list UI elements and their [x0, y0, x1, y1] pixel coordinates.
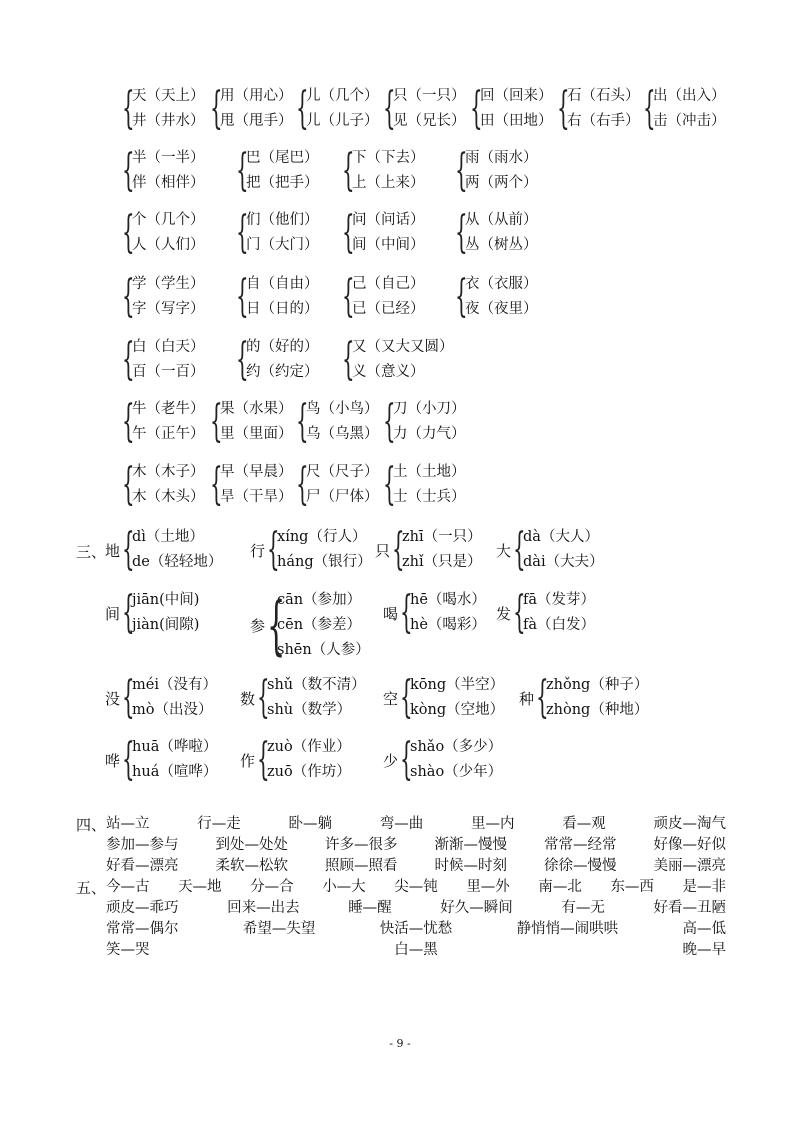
brace-symbol: { [400, 672, 413, 723]
char-pair-line-1: 击（冲击） [653, 113, 726, 129]
char-pair-lines [246, 335, 319, 385]
brace-symbol: { [557, 83, 570, 134]
polyphone-group [250, 525, 372, 575]
brace-symbol: { [296, 83, 309, 134]
polyphone-line-0: dì（土地） [132, 529, 204, 545]
char-pair-line-1: 力（力气） [393, 426, 466, 442]
char-pair-lines [246, 208, 319, 258]
brace-symbol: { [122, 672, 135, 723]
polyphone-lines [132, 588, 199, 638]
char-pair-line-1: 儿（儿子） [306, 113, 379, 129]
char-pair-lines [393, 460, 466, 510]
polyphone-lines [132, 525, 222, 575]
char-pair-line-1: 田（田地） [480, 113, 553, 129]
word-pair: 顽皮—乖巧 [106, 900, 179, 916]
word-pair: 东—西 [610, 879, 654, 895]
char-pair-lines [352, 335, 454, 385]
brace-symbol: { [455, 271, 468, 322]
char-pair-lines [393, 397, 466, 447]
polyphone-head-char: 数 [240, 689, 256, 708]
word-pair: 参加—参与 [106, 837, 179, 853]
word-pair: 希望—失望 [242, 921, 316, 937]
char-pair-lines [132, 84, 205, 134]
char-pair-lines [220, 84, 293, 134]
polyphone-head-char: 作 [240, 751, 256, 770]
char-pair-line-0: 牛（老牛） [132, 401, 205, 417]
char-pair-line-0: 石（石头） [567, 88, 640, 104]
char-pair-group [210, 460, 293, 510]
polyphone-line-0: shǔ（数不清） [267, 677, 366, 693]
char-pair-line-0: 己（自己） [352, 276, 425, 292]
word-pair: 行—走 [197, 816, 241, 832]
char-pair-lines [306, 397, 379, 447]
word-pair: 好看—丑陋 [653, 900, 726, 916]
antonym-row [106, 919, 726, 939]
word-pair: 柔软—松软 [215, 858, 288, 874]
word-pair: 南—北 [538, 879, 582, 895]
polyphone-line-0: jiān(中间) [132, 592, 200, 608]
char-pair-line-0: 只（一只） [393, 88, 466, 104]
brace-symbol: { [643, 83, 656, 134]
polyphone-line-1: huá（喧哗） [132, 764, 218, 780]
polyphone-line-1: shù（数学） [267, 702, 352, 718]
brace-symbol: { [122, 207, 135, 258]
char-pair-line-1: 尸（尸体） [306, 489, 379, 505]
polyphone-head-char: 参 [250, 617, 266, 635]
brace-symbol: { [122, 334, 135, 385]
polyphone-group [383, 673, 504, 723]
char-pair-group [122, 335, 205, 385]
char-pair-line-0: 衣（衣服） [465, 276, 538, 292]
polyphone-lines [410, 588, 486, 638]
polyphone-lines [546, 673, 648, 723]
polyphone-line-0: méi（没有） [132, 677, 217, 693]
antonym-row [106, 898, 726, 918]
word-pair: 好看—漂亮 [106, 858, 179, 874]
char-pair-group [122, 397, 205, 447]
char-pair-line-1: 把（把手） [246, 175, 319, 191]
page-number: - 9 - [389, 1037, 411, 1050]
polyphone-line-1: mò（出没） [132, 702, 213, 718]
word-pair: 美丽—漂亮 [653, 858, 726, 874]
brace-symbol: { [383, 459, 396, 510]
char-pair-group [296, 460, 379, 510]
char-pair-group [342, 146, 425, 196]
char-pair-line-0: 用（用心） [220, 88, 293, 104]
char-pair-line-0: 鸟（小鸟） [306, 401, 379, 417]
word-pair: 回来—出去 [227, 900, 300, 916]
char-pair-group [122, 208, 205, 258]
polyphone-group [105, 735, 217, 785]
char-pair-group [342, 335, 454, 385]
char-pair-lines [220, 397, 293, 447]
word-pair: 睡—醒 [348, 900, 392, 916]
word-pair: 卧—躺 [288, 816, 332, 832]
brace-symbol: { [342, 207, 355, 258]
char-pair-lines [352, 208, 425, 258]
char-pair-group [643, 84, 726, 134]
char-pair-line-0: 果（水果） [220, 401, 293, 417]
word-pair: 时候—时刻 [434, 858, 507, 874]
polyphone-line-0: kōng（半空） [410, 677, 505, 693]
char-pair-line-1: 午（正午） [132, 426, 205, 442]
polyphone-head-char: 发 [496, 604, 512, 623]
char-pair-lines [567, 84, 640, 134]
polyphone-group [105, 588, 199, 638]
char-pair-group [455, 208, 538, 258]
word-pair: 看—观 [562, 816, 606, 832]
polyphone-lines [402, 525, 482, 575]
brace-symbol: { [383, 396, 396, 447]
char-pair-lines [465, 272, 538, 322]
section-label: 四、 [76, 816, 107, 834]
polyphone-group [496, 525, 604, 575]
word-pair: 天—地 [178, 879, 222, 895]
brace-symbol: { [236, 271, 249, 322]
char-pair-group [236, 146, 319, 196]
char-pair-line-0: 又（又大又圆） [352, 339, 454, 355]
char-pair-lines [132, 208, 205, 258]
brace-symbol: { [122, 587, 135, 638]
polyphone-line-0: xíng（行人） [277, 529, 367, 545]
brace-symbol: { [296, 396, 309, 447]
char-pair-line-1: 井（井水） [132, 113, 205, 129]
word-pair: 里—外 [466, 879, 510, 895]
polyphone-head-char: 行 [250, 541, 266, 560]
polyphone-group [250, 588, 370, 663]
word-pair: 弯—曲 [379, 816, 424, 832]
brace-symbol: { [470, 83, 483, 134]
brace-symbol: { [122, 459, 135, 510]
brace-symbol: { [513, 587, 526, 638]
polyphone-line-0: huā（哗啦） [132, 739, 218, 755]
char-pair-line-1: 旱（干旱） [220, 489, 293, 505]
char-pair-lines [465, 208, 538, 258]
char-pair-line-0: 问（问话） [352, 212, 425, 228]
brace-symbol: { [236, 145, 249, 196]
char-pair-line-1: 丛（树丛） [465, 237, 538, 253]
char-pair-lines [653, 84, 726, 134]
word-pair: 晚—早 [682, 942, 726, 958]
polyphone-line-0: hē（喝水） [410, 592, 486, 608]
char-pair-group [470, 84, 553, 134]
brace-symbol: { [455, 207, 468, 258]
polyphone-head-char: 喝 [383, 604, 399, 623]
char-pair-group [210, 397, 293, 447]
char-pair-line-0: 半（一半） [132, 150, 205, 166]
brace-symbol: { [513, 524, 526, 575]
char-pair-group [342, 272, 425, 322]
polyphone-group [105, 673, 217, 723]
word-pair: 到处—处处 [215, 837, 288, 853]
polyphone-lines [267, 735, 351, 785]
brace-symbol: { [342, 271, 355, 322]
polyphone-head-char: 没 [105, 689, 121, 708]
char-pair-line-1: 夜（夜里） [465, 301, 538, 317]
char-pair-line-0: 早（早晨） [220, 464, 293, 480]
char-pair-group [342, 208, 425, 258]
polyphone-line-0: fā（发芽） [523, 592, 596, 608]
char-pair-line-0: 学（学生） [132, 276, 205, 292]
char-pair-group [557, 84, 640, 134]
char-pair-line-0: 个（几个） [132, 212, 205, 228]
polyphone-line-0: zhǒng（种子） [546, 677, 649, 693]
polyphone-lines [277, 525, 372, 575]
char-pair-line-1: 百（一百） [132, 364, 205, 380]
polyphone-lines [267, 673, 366, 723]
char-pair-group [210, 84, 293, 134]
char-pair-lines [220, 460, 293, 510]
brace-symbol: { [122, 734, 135, 785]
brace-symbol: { [210, 459, 223, 510]
char-pair-line-1: 门（大门） [246, 237, 319, 253]
word-pair: 好久—瞬间 [440, 900, 513, 916]
polyphone-group [105, 525, 222, 575]
char-pair-line-0: 的（好的） [246, 339, 319, 355]
synonym-row [106, 814, 726, 834]
polyphone-group [383, 588, 486, 638]
char-pair-line-0: 天（天上） [132, 88, 205, 104]
word-pair: 小—大 [322, 879, 366, 895]
word-pair: 白—黑 [394, 942, 438, 958]
synonym-row [106, 835, 726, 855]
word-pair: 常常—偶尔 [106, 921, 179, 937]
polyphone-group [519, 673, 648, 723]
polyphone-line-1: jiàn(间隙) [132, 617, 200, 633]
polyphone-head-char: 只 [375, 541, 391, 560]
char-pair-line-0: 儿（几个） [306, 88, 379, 104]
char-pair-line-1: 人（人们） [132, 237, 205, 253]
char-pair-lines [352, 272, 425, 322]
char-pair-line-1: 见（兄长） [393, 113, 466, 129]
word-pair: 好像—好似 [653, 837, 726, 853]
brace-symbol: { [383, 83, 396, 134]
word-pair: 快活—忧愁 [379, 921, 453, 937]
polyphone-lines [132, 735, 217, 785]
char-pair-lines [306, 84, 379, 134]
brace-symbol: { [122, 83, 135, 134]
polyphone-line-0: zuò（作业） [267, 739, 351, 755]
char-pair-line-0: 木（木子） [132, 464, 205, 480]
polyphone-group [496, 588, 595, 638]
polyphone-head-char: 少 [383, 751, 399, 770]
char-pair-group [296, 84, 379, 134]
char-pair-group [236, 208, 319, 258]
antonym-row [106, 940, 726, 960]
char-pair-line-0: 尺（尺子） [306, 464, 379, 480]
brace-symbol: { [400, 587, 413, 638]
char-pair-line-1: 里（里面） [220, 426, 293, 442]
brace-symbol: { [210, 396, 223, 447]
polyphone-line-1: shào（少年） [410, 764, 503, 780]
char-pair-line-1: 甩（甩手） [220, 113, 293, 129]
char-pair-group [296, 397, 379, 447]
char-pair-line-0: 从（从前） [465, 212, 538, 228]
char-pair-group [122, 146, 205, 196]
char-pair-group [122, 84, 205, 134]
brace-symbol: { [257, 672, 270, 723]
char-pair-line-0: 土（土地） [393, 464, 466, 480]
char-pair-line-0: 雨（雨水） [465, 150, 538, 166]
char-pair-line-1: 右（右手） [567, 113, 640, 129]
polyphone-line-0: zhī（一只） [402, 529, 482, 545]
polyphone-line-0: dà（大人） [523, 529, 599, 545]
polyphone-line-1: zuō（作坊） [267, 764, 351, 780]
word-pair: 尖—钝 [394, 879, 438, 895]
char-pair-line-1: 两（两个） [465, 175, 538, 191]
char-pair-line-1: 已（已经） [352, 301, 425, 317]
char-pair-line-0: 巴（尾巴） [246, 150, 319, 166]
char-pair-line-0: 回（回来） [480, 88, 553, 104]
word-pair: 站—立 [106, 816, 150, 832]
brace-symbol: { [296, 459, 309, 510]
brace-symbol: { [267, 588, 286, 663]
polyphone-group [240, 735, 351, 785]
polyphone-lines [132, 673, 217, 723]
char-pair-lines [393, 84, 466, 134]
polyphone-head-char: 大 [496, 541, 512, 560]
polyphone-lines [410, 735, 502, 785]
char-pair-line-1: 字（写字） [132, 301, 205, 317]
word-pair: 高—低 [682, 921, 726, 937]
char-pair-group [455, 146, 538, 196]
char-pair-line-1: 约（约定） [246, 364, 319, 380]
char-pair-line-1: 间（中间） [352, 237, 425, 253]
polyphone-group [375, 525, 482, 575]
char-pair-lines [132, 397, 205, 447]
char-pair-line-0: 下（下去） [352, 150, 425, 166]
polyphone-line-1: fà（白发） [523, 617, 596, 633]
char-pair-line-1: 日（日的） [246, 301, 319, 317]
char-pair-lines [306, 460, 379, 510]
char-pair-group [236, 272, 319, 322]
char-pair-line-0: 自（自由） [246, 276, 319, 292]
polyphone-head-char: 哗 [105, 751, 121, 770]
word-pair: 笑—哭 [106, 942, 150, 958]
polyphone-line-1: dài（大夫） [523, 554, 604, 570]
word-pair: 静悄悄—闹哄哄 [516, 921, 619, 937]
polyphone-line-2: shēn（人参） [277, 642, 370, 658]
char-pair-lines [246, 146, 319, 196]
word-pair: 顽皮—淘气 [653, 816, 726, 832]
polyphone-group [240, 673, 366, 723]
polyphone-head-char: 空 [383, 689, 399, 708]
section-label: 五、 [76, 879, 107, 897]
polyphone-line-1: de（轻轻地） [132, 554, 223, 570]
polyphone-lines [523, 525, 604, 575]
polyphone-head-char: 间 [105, 604, 121, 623]
char-pair-lines [465, 146, 538, 196]
char-pair-lines [480, 84, 553, 134]
word-pair: 照顾—照看 [325, 858, 398, 874]
polyphone-lines [410, 673, 504, 723]
word-pair: 是—非 [682, 879, 726, 895]
polyphone-line-1: hè（喝彩） [410, 617, 486, 633]
brace-symbol: { [210, 83, 223, 134]
char-pair-group [383, 460, 466, 510]
polyphone-head-char: 种 [519, 689, 535, 708]
word-pair: 渐渐—慢慢 [434, 837, 507, 853]
word-pair: 分—合 [250, 879, 294, 895]
brace-symbol: { [392, 524, 405, 575]
polyphone-lines [277, 588, 370, 663]
char-pair-lines [352, 146, 425, 196]
brace-symbol: { [267, 524, 280, 575]
char-pair-lines [132, 146, 205, 196]
section-label: 三、 [76, 543, 107, 561]
word-pair: 里—内 [471, 816, 515, 832]
synonym-row [106, 856, 726, 876]
brace-symbol: { [455, 145, 468, 196]
antonym-row [106, 877, 726, 897]
char-pair-line-1: 伴（相伴） [132, 175, 205, 191]
char-pair-line-1: 上（上来） [352, 175, 425, 191]
brace-symbol: { [536, 672, 549, 723]
brace-symbol: { [122, 524, 135, 575]
char-pair-lines [132, 460, 205, 510]
polyphone-line-0: cān（参加） [277, 592, 362, 608]
char-pair-line-1: 乌（乌黑） [306, 426, 379, 442]
brace-symbol: { [257, 734, 270, 785]
char-pair-group [122, 272, 205, 322]
polyphone-lines [523, 588, 595, 638]
char-pair-group [383, 84, 466, 134]
polyphone-line-1: háng（银行） [277, 554, 372, 570]
brace-symbol: { [342, 334, 355, 385]
word-pair: 徐徐—慢慢 [544, 858, 617, 874]
word-pair: 许多—很多 [325, 837, 398, 853]
char-pair-lines [132, 272, 205, 322]
char-pair-lines [132, 335, 205, 385]
char-pair-group [122, 460, 205, 510]
char-pair-line-0: 刀（小刀） [393, 401, 466, 417]
brace-symbol: { [122, 396, 135, 447]
brace-symbol: { [236, 334, 249, 385]
word-pair: 有—无 [561, 900, 605, 916]
char-pair-line-0: 们（他们） [246, 212, 319, 228]
char-pair-line-0: 出（出入） [653, 88, 726, 104]
brace-symbol: { [236, 207, 249, 258]
polyphone-group [383, 735, 502, 785]
char-pair-line-1: 木（木头） [132, 489, 205, 505]
polyphone-line-1: kòng（空地） [410, 702, 505, 718]
char-pair-group [383, 397, 466, 447]
char-pair-lines [246, 272, 319, 322]
char-pair-line-1: 义（意义） [352, 364, 425, 380]
polyphone-head-char: 地 [105, 541, 121, 560]
brace-symbol: { [342, 145, 355, 196]
brace-symbol: { [122, 145, 135, 196]
word-pair: 常常—经常 [544, 837, 617, 853]
brace-symbol: { [400, 734, 413, 785]
char-pair-line-0: 白（白天） [132, 339, 205, 355]
word-pair: 今—古 [106, 879, 150, 895]
char-pair-group [455, 272, 538, 322]
polyphone-line-1: zhǐ（只是） [402, 554, 482, 570]
polyphone-line-0: shǎo（多少） [410, 739, 503, 755]
char-pair-group [236, 335, 319, 385]
polyphone-line-1: cēn（参差） [277, 617, 362, 633]
brace-symbol: { [122, 271, 135, 322]
polyphone-line-1: zhòng（种地） [546, 702, 649, 718]
char-pair-line-1: 士（士兵） [393, 489, 466, 505]
